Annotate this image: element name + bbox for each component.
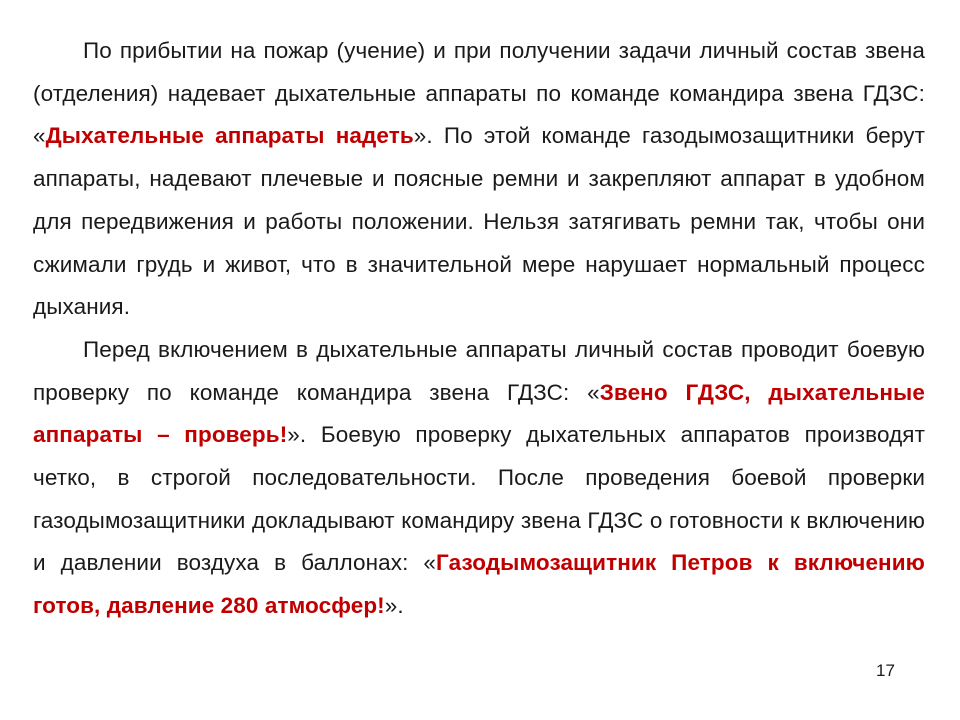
paragraph-combat-check: [33, 329, 925, 628]
paragraph-1-text-a: По прибытии на пожар (учение) и при получении задачи личный состав звена (отделения) надевает дыхательные аппараты по команде командира звена ГДЗС: «: [33, 38, 925, 149]
report-ready: Газодымозащитник Петров к включению готов, давление 280 атмосфер!: [33, 550, 925, 619]
paragraph-2-text-a: Перед включением в дыхательные аппараты личный состав проводит боевую проверку по команде командира звена ГДЗС: «: [33, 336, 925, 405]
slide-body: [33, 30, 925, 628]
paragraph-2-text-c: ».: [384, 593, 404, 619]
page-number: 17: [876, 661, 895, 680]
paragraph-2-text-b: ». Боевую проверку дыхательных аппаратов производят четко, в строгой последовательности. После проведения боевой проверки газодымозащитники докладывают командиру звена ГДЗС о готовности к включению и давлении воздуха в баллонах: «: [33, 422, 925, 576]
command-check-apparatus: Звено ГДЗС, дыхательные аппараты – проверь!: [33, 379, 925, 448]
paragraph-arrival-procedure: [33, 30, 925, 329]
command-put-on-apparatus: Дыхательные аппараты надеть: [45, 123, 414, 149]
paragraph-1-text-b: ». По этой команде газодымозащитники берут аппараты, надевают плечевые и поясные ремни и закрепляют аппарат в удобном для передвижения и работы положении. Нельзя затягивать ремни так, чтобы они сжимали грудь и живот, что в значительной мере нарушает нормальный процесс дыхания.: [33, 123, 925, 320]
